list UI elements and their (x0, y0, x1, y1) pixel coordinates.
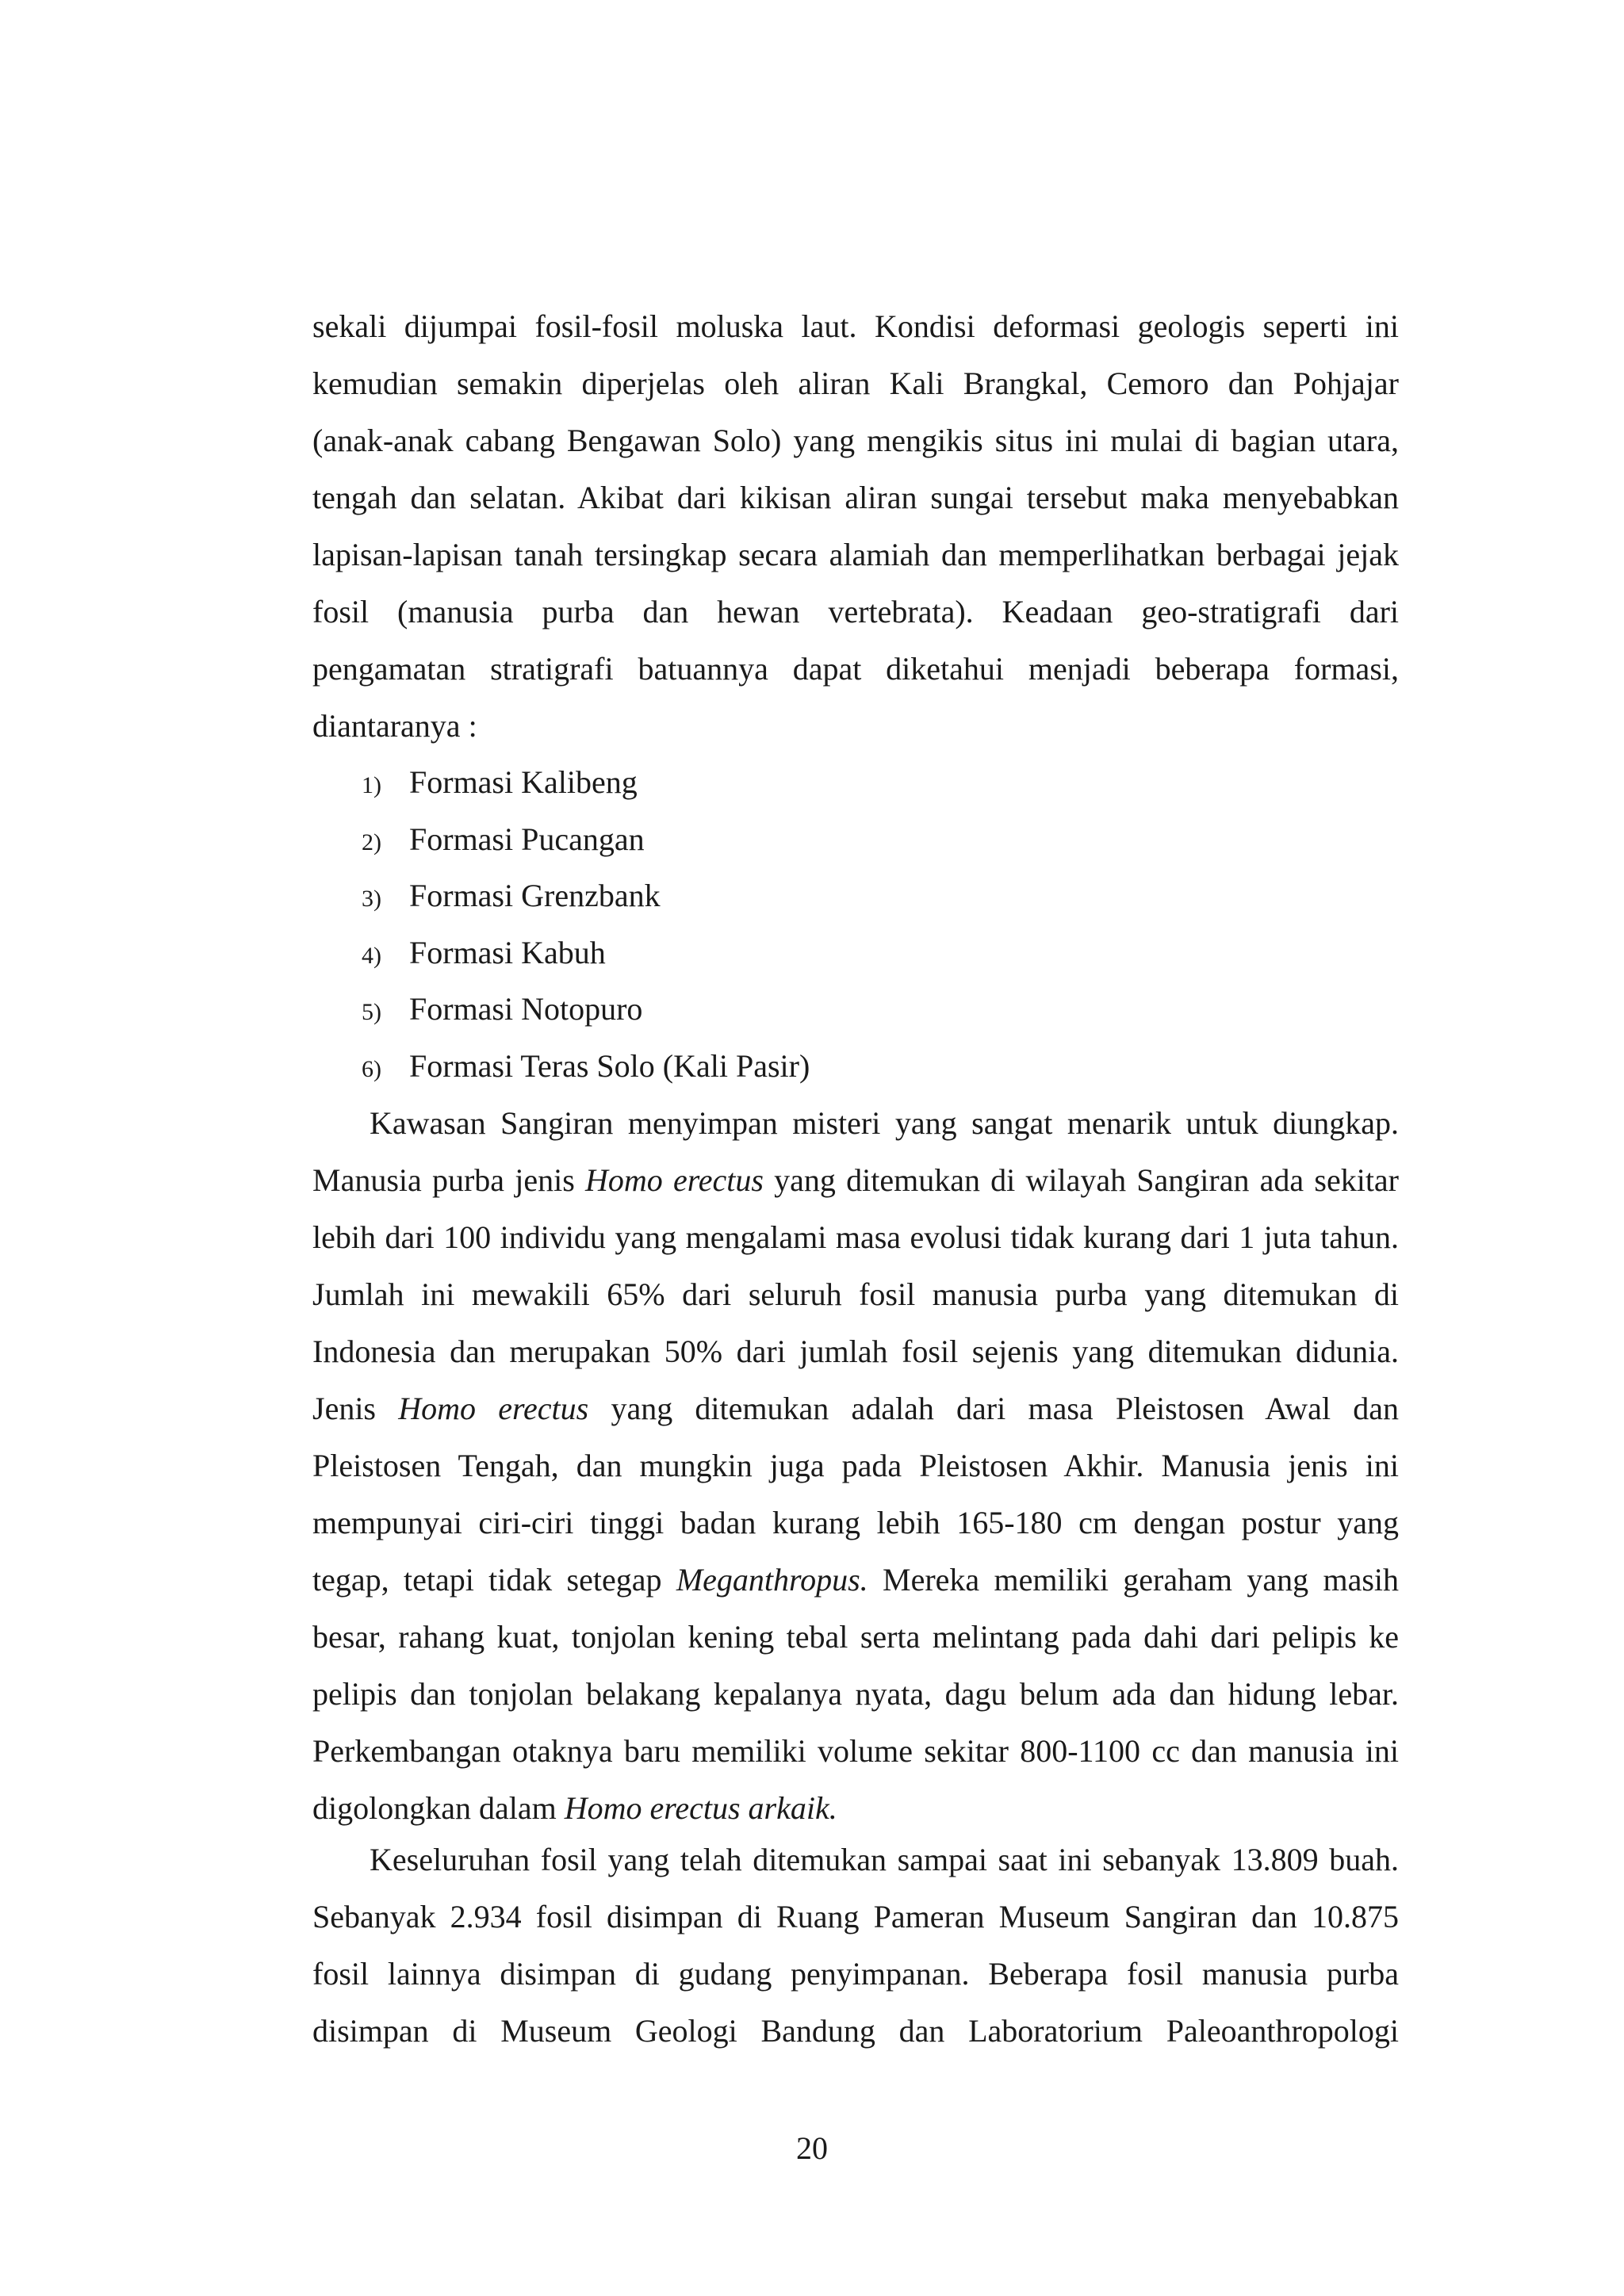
paragraph-line: Pleistosen Tengah, dan mungkin juga pada Pleistosen Akhir. Manusia jenis ini (312, 1448, 1399, 1483)
list-item-label: Formasi Kabuh (409, 934, 606, 970)
paragraph-line: tengah dan selatan. Akibat dari kikisan aliran sungai tersebut maka menyebabkan (312, 480, 1399, 515)
paragraph-line: fosil lainnya disimpan di gudang penyimpanan. Beberapa fosil manusia purba (312, 1956, 1399, 1992)
paragraph-line: diantaranya : (312, 708, 477, 744)
paragraph-line: Sebanyak 2.934 fosil disimpan di Ruang Pameran Museum Sangiran dan 10.875 (312, 1899, 1399, 1934)
list-item (312, 754, 1399, 811)
paragraph-line: Kawasan Sangiran menyimpan misteri yang sangat menarik untuk diungkap. (370, 1105, 1399, 1141)
text-run: Mereka memiliki geraham yang masih (868, 1562, 1400, 1598)
text-run: yang ditemukan adalah dari masa Pleistosen Awal dan (588, 1391, 1400, 1426)
species-name: Meganthropus. (676, 1562, 868, 1598)
list-item (312, 811, 1399, 868)
paragraph-fossil-collection (312, 1831, 1399, 2060)
paragraph-line (312, 1780, 1399, 1837)
text-run: Jenis (312, 1391, 399, 1426)
text-run: yang ditemukan di wilayah Sangiran ada sekitar (763, 1162, 1400, 1198)
list-number: 2) (362, 828, 381, 855)
paragraph-line (312, 1380, 1399, 1437)
list-item (312, 1038, 1399, 1095)
paragraph-line: fosil (manusia purba dan hewan vertebrata). Keadaan geo-stratigrafi dari (312, 594, 1399, 629)
text-run: digolongkan dalam (312, 1790, 565, 1826)
paragraph-line (312, 1152, 1399, 1209)
list-number: 1) (362, 772, 381, 798)
list-item-label: Formasi Pucangan (409, 821, 645, 857)
paragraph-line (312, 1552, 1399, 1609)
paragraph-homo-erectus (312, 1095, 1399, 1837)
text-run: Manusia purba jenis (312, 1162, 585, 1198)
paragraph-line: pengamatan stratigrafi batuannya dapat diketahui menjadi beberapa formasi, (312, 651, 1399, 687)
paragraph-line: disimpan di Museum Geologi Bandung dan Laboratorium Paleoanthropologi (312, 2013, 1399, 2049)
page-number: 20 (796, 2130, 828, 2166)
paragraph-line: mempunyai ciri-ciri tinggi badan kurang lebih 165-180 cm dengan postur yang (312, 1505, 1399, 1540)
paragraph-line: sekali dijumpai fosil-fosil moluska laut. Kondisi deformasi geologis seperti ini (312, 308, 1399, 344)
list-number: 4) (362, 942, 381, 969)
list-item-label: Formasi Teras Solo (Kali Pasir) (409, 1047, 810, 1084)
paragraph-line: pelipis dan tonjolan belakang kepalanya nyata, dagu belum ada dan hidung lebar. (312, 1676, 1399, 1712)
paragraph-line: besar, rahang kuat, tonjolan kening tebal serta melintang pada dahi dari pelipis ke (312, 1619, 1399, 1655)
paragraph-line: kemudian semakin diperjelas oleh aliran Kali Brangkal, Cemoro dan Pohjajar (312, 365, 1399, 401)
paragraph-line: lapisan-lapisan tanah tersingkap secara alamiah dan memperlihatkan berbagai jejak (312, 537, 1399, 572)
list-number: 6) (362, 1055, 381, 1082)
list-item (312, 981, 1399, 1038)
list-item-label: Formasi Kalibeng (409, 764, 638, 800)
paragraph-line: Jumlah ini mewakili 65% dari seluruh fosil manusia purba yang ditemukan di (312, 1276, 1399, 1312)
paragraph-line: Keseluruhan fosil yang telah ditemukan sampai saat ini sebanyak 13.809 buah. (370, 1842, 1399, 1877)
paragraph-line: lebih dari 100 individu yang mengalami masa evolusi tidak kurang dari 1 juta tahun. (312, 1219, 1399, 1255)
species-name: Homo erectus (584, 1162, 764, 1198)
formation-list (312, 754, 1399, 1094)
paragraph-line: Indonesia dan merupakan 50% dari jumlah fosil sejenis yang ditemukan didunia. (312, 1334, 1399, 1369)
list-item-label: Formasi Grenzbank (409, 878, 661, 913)
list-item (312, 924, 1399, 982)
paragraph-line: (anak-anak cabang Bengawan Solo) yang mengikis situs ini mulai di bagian utara, (312, 423, 1399, 458)
paragraph-geologic-formation (312, 298, 1399, 755)
list-number: 5) (362, 999, 381, 1025)
species-name: Homo erectus (398, 1391, 589, 1426)
list-item (312, 867, 1399, 924)
paragraph-line: Perkembangan otaknya baru memiliki volume sekitar 800-1100 cc dan manusia ini (312, 1733, 1399, 1769)
species-name: Homo erectus arkaik. (564, 1790, 837, 1826)
list-item-label: Formasi Notopuro (409, 991, 643, 1027)
list-number: 3) (362, 886, 381, 912)
text-run: tegap, tetapi tidak setegap (312, 1562, 676, 1598)
